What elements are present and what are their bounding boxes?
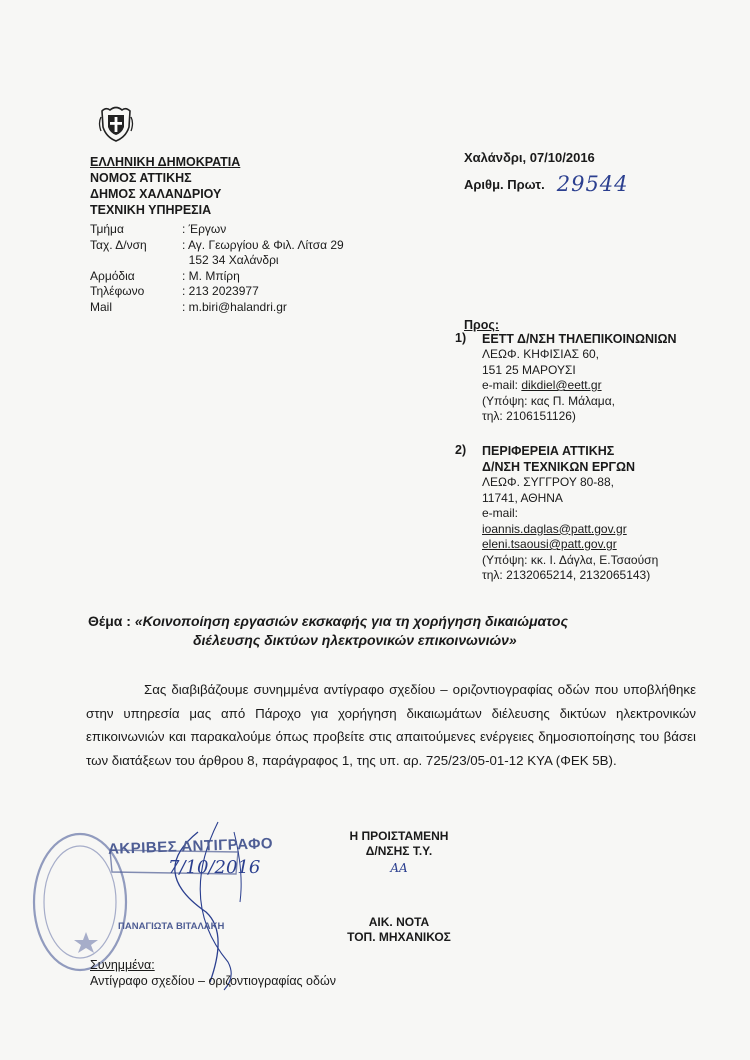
issuing-authority xyxy=(90,154,240,218)
email-label: e-mail: xyxy=(482,506,519,520)
detail-key: Ταχ. Δ/νση xyxy=(90,237,147,252)
signature-title: Δ/ΝΣΗΣ Τ.Υ. xyxy=(365,844,433,858)
detail-value: : m.biri@halandri.gr xyxy=(182,299,287,314)
recipient-address: 11741, ΑΘΗΝΑ xyxy=(482,490,563,505)
detail-value: : Αγ. Γεωργίου & Φιλ. Λίτσα 29 xyxy=(182,237,344,252)
detail-key: Mail xyxy=(90,299,113,314)
contact-details xyxy=(90,222,344,315)
signature-title: Η ΠΡΟΙΣΤΑΜΕΝΗ xyxy=(349,829,449,843)
subject-label: Θέμα : xyxy=(88,613,131,629)
recipient-number: 1) xyxy=(455,331,467,345)
greek-coat-of-arms-icon xyxy=(96,103,136,143)
recipient-attention: (Υπόψη: κκ. Ι. Δάγλα, Ε.Τσαούση xyxy=(482,552,659,567)
recipient-attention: τηλ: 2132065214, 2132065143) xyxy=(482,568,651,582)
detail-row xyxy=(90,269,344,285)
attachments-label: Συνημμένα: xyxy=(90,958,155,972)
recipient-address: ΛΕΩΦ. ΣΥΓΓΡΟΥ 80-88, xyxy=(482,475,614,489)
detail-value: : 213 2023977 xyxy=(182,284,259,298)
place-date: Χαλάνδρι, 07/10/2016 xyxy=(464,150,595,165)
protocol-label: Αριθμ. Πρωτ. xyxy=(464,176,545,192)
detail-key: Τηλέφωνο xyxy=(90,284,145,298)
detail-key: Τμήμα xyxy=(90,222,124,236)
org-line: ΝΟΜΟΣ ΑΤΤΙΚΗΣ xyxy=(90,171,192,185)
detail-value: : Μ. Μπίρη xyxy=(182,268,240,283)
certified-copy-date: 7/10/2016 xyxy=(168,857,261,878)
recipients-label: Προς: xyxy=(464,318,500,332)
recipient-attention: τηλ: 2106151126) xyxy=(482,409,576,423)
signatory-name: ΑΙΚ. ΝΟΤΑ xyxy=(368,915,430,929)
org-line: ΔΗΜΟΣ ΧΑΛΑΝΔΡΙΟΥ xyxy=(90,187,222,201)
detail-row xyxy=(90,253,344,269)
recipient-address: ΛΕΩΦ. ΚΗΦΙΣΙΑΣ 60, xyxy=(482,347,599,361)
subject-line: διέλευσης δικτύων ηλεκτρονικών επικοινωνιών» xyxy=(193,632,517,648)
recipient-name: ΠΕΡΙΦΕΡΕΙΑ ΑΤΤΙΚΗΣ xyxy=(482,444,615,458)
letter-body xyxy=(86,678,696,772)
recipient-number: 2) xyxy=(455,443,467,457)
protocol-number: 29544 xyxy=(556,172,629,196)
recipient-email-link[interactable]: ioannis.daglas@patt.gov.gr xyxy=(482,521,627,536)
detail-row xyxy=(90,222,344,238)
recipient-email-link[interactable]: eleni.tsaousi@patt.gov.gr xyxy=(482,537,617,551)
handwritten-initials: ΑΑ xyxy=(390,861,408,875)
attachments-block xyxy=(90,957,336,989)
subject-block xyxy=(88,612,568,650)
recipient-email-row xyxy=(482,378,677,394)
detail-key: Αρμόδια xyxy=(90,268,135,283)
recipient-attention: (Υπόψη: κας Π. Μάλαμα, xyxy=(482,393,615,408)
detail-key xyxy=(90,253,182,269)
recipient-address: 151 25 ΜΑΡΟΥΣΙ xyxy=(482,362,576,377)
certifier-name: ΠΑΝΑΓΙΩΤΑ ΒΙΤΑΛΑΚΗ xyxy=(118,921,225,932)
body-paragraph: Σας διαβιβάζουμε συνημμένα αντίγραφο σχεδίου – οριζοντιογραφίας οδών που υποβλήθηκε στην υπηρεσία μας από Πάροχο για χορήγηση δικαιωμάτων διέλευσης δικτύων ηλεκτρονικών επικοινωνιών και παρακαλούμε όπως προβείτε στις απαιτούμενες ενέργειες δημοσιοποίησης του βάσει των διατάξεων του άρθρου 8, παράγραφος 1, της υπ. αρ. 725/23/05-01-12 ΚΥΑ (ΦΕΚ 5Β). xyxy=(86,682,696,768)
recipient-2 xyxy=(455,443,658,584)
signatory-role: ΤΟΠ. ΜΗΧΑΝΙΚΟΣ xyxy=(347,930,451,944)
detail-row xyxy=(90,284,344,300)
protocol-number-row xyxy=(464,172,629,196)
detail-row xyxy=(90,300,344,316)
subject-line: «Κοινοποίηση εργασιών εκσκαφής για τη χορήγηση δικαιώματος xyxy=(134,613,568,629)
recipient-name: Δ/ΝΣΗ ΤΕΧΝΙΚΩΝ ΕΡΓΩΝ xyxy=(482,460,636,474)
org-line: ΕΛΛΗΝΙΚΗ ΔΗΜΟΚΡΑΤΙΑ xyxy=(90,155,241,169)
certified-copy-stamp-text: ΑΚΡΙΒΕΣ ΑΝΤΙΓΡΑΦΟ xyxy=(107,835,274,858)
detail-row xyxy=(90,238,344,254)
recipient-email-link[interactable]: dikdiel@eett.gr xyxy=(521,378,602,392)
recipient-1 xyxy=(455,331,677,425)
recipient-name: ΕΕΤΤ Δ/ΝΣΗ ΤΗΛΕΠΙΚΟΙΝΩΝΙΩΝ xyxy=(482,332,677,346)
attachment-item: Αντίγραφο σχεδίου – οριζοντιογραφίας οδών xyxy=(90,974,336,988)
detail-value: : Έργων xyxy=(182,222,227,236)
detail-value: 152 34 Χαλάνδρι xyxy=(182,253,279,267)
org-line: ΤΕΧΝΙΚΗ ΥΠΗΡΕΣΙΑ xyxy=(90,203,212,217)
email-label: e-mail: xyxy=(482,378,522,392)
signature-block xyxy=(338,829,460,945)
